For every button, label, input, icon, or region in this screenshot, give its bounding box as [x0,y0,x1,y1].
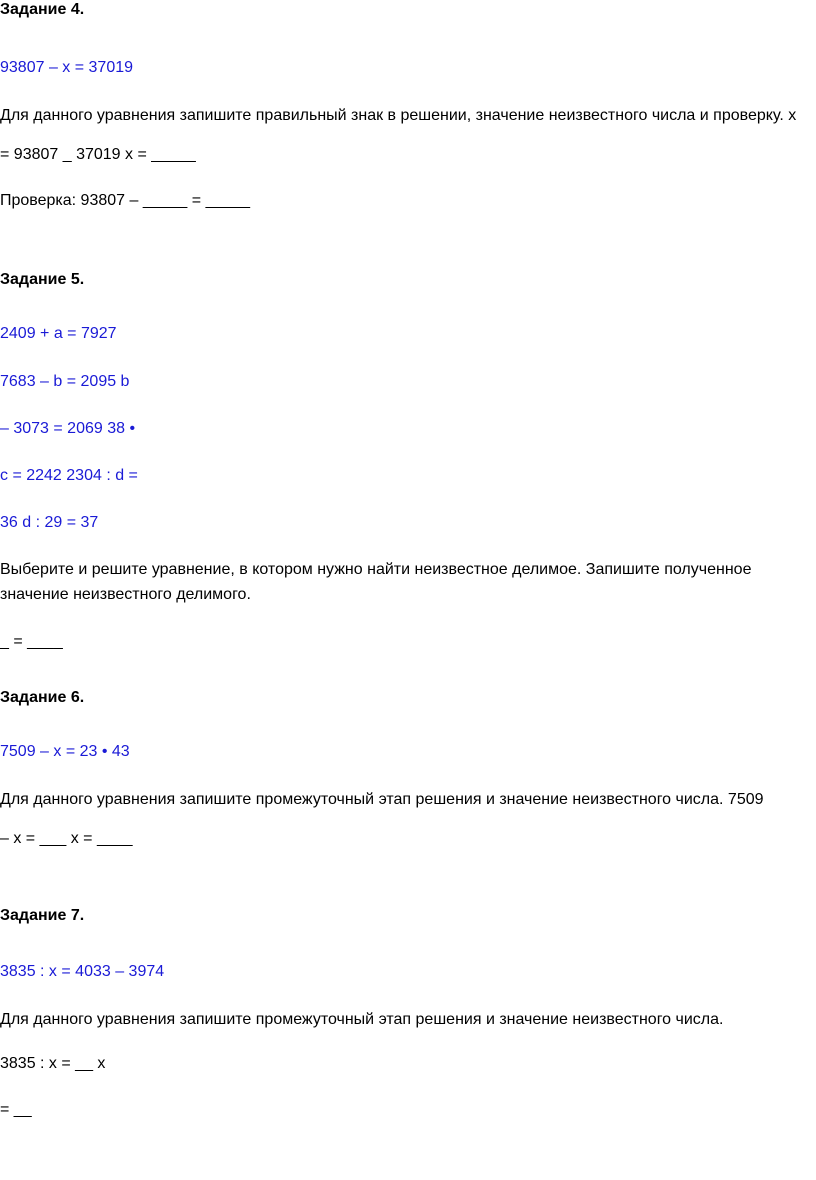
task5-equation-1: 2409 + a = 7927 [0,325,117,342]
task4-instruction: Для данного уравнения запишите правильный знак в решении, значение неизвестного числа и проверку. x [0,107,797,124]
task6-answer-line: – x = ___ x = ____ [0,830,133,847]
task4-heading: Задание 4. [0,1,85,18]
task6-heading: Задание 6. [0,689,85,706]
task5-instruction-1: Выберите и решите уравнение, в котором нужно найти неизвестное делимое. Запишите полученное [0,561,752,578]
task7-heading: Задание 7. [0,907,85,924]
task4-check-line: Проверка: 93807 – _____ = _____ [0,192,251,209]
task5-equation-5: 36 d : 29 = 37 [0,514,99,531]
task6-equation: 7509 – x = 23 • 43 [0,743,130,760]
task5-answer-line: _ = ____ [0,633,63,650]
task5-instruction-2: значение неизвестного делимого. [0,586,251,603]
task5-equation-4: c = 2242 2304 : d = [0,467,138,484]
task4-equation: 93807 – x = 37019 [0,59,134,76]
task5-equation-3: – 3073 = 2069 38 • [0,420,136,437]
task7-equation: 3835 : x = 4033 – 3974 [0,963,165,980]
task7-instruction: Для данного уравнения запишите промежуточный этап решения и значение неизвестного числа. [0,1011,724,1028]
task5-heading: Задание 5. [0,271,85,288]
task5-equation-2: 7683 – b = 2095 b [0,373,130,390]
task4-answer-line: = 93807 _ 37019 x = _____ [0,146,196,163]
task7-answer-line-1: 3835 : x = __ x [0,1055,106,1072]
task7-answer-line-2: = __ [0,1101,32,1118]
task6-instruction: Для данного уравнения запишите промежуточный этап решения и значение неизвестного числа. 7509 [0,791,764,808]
